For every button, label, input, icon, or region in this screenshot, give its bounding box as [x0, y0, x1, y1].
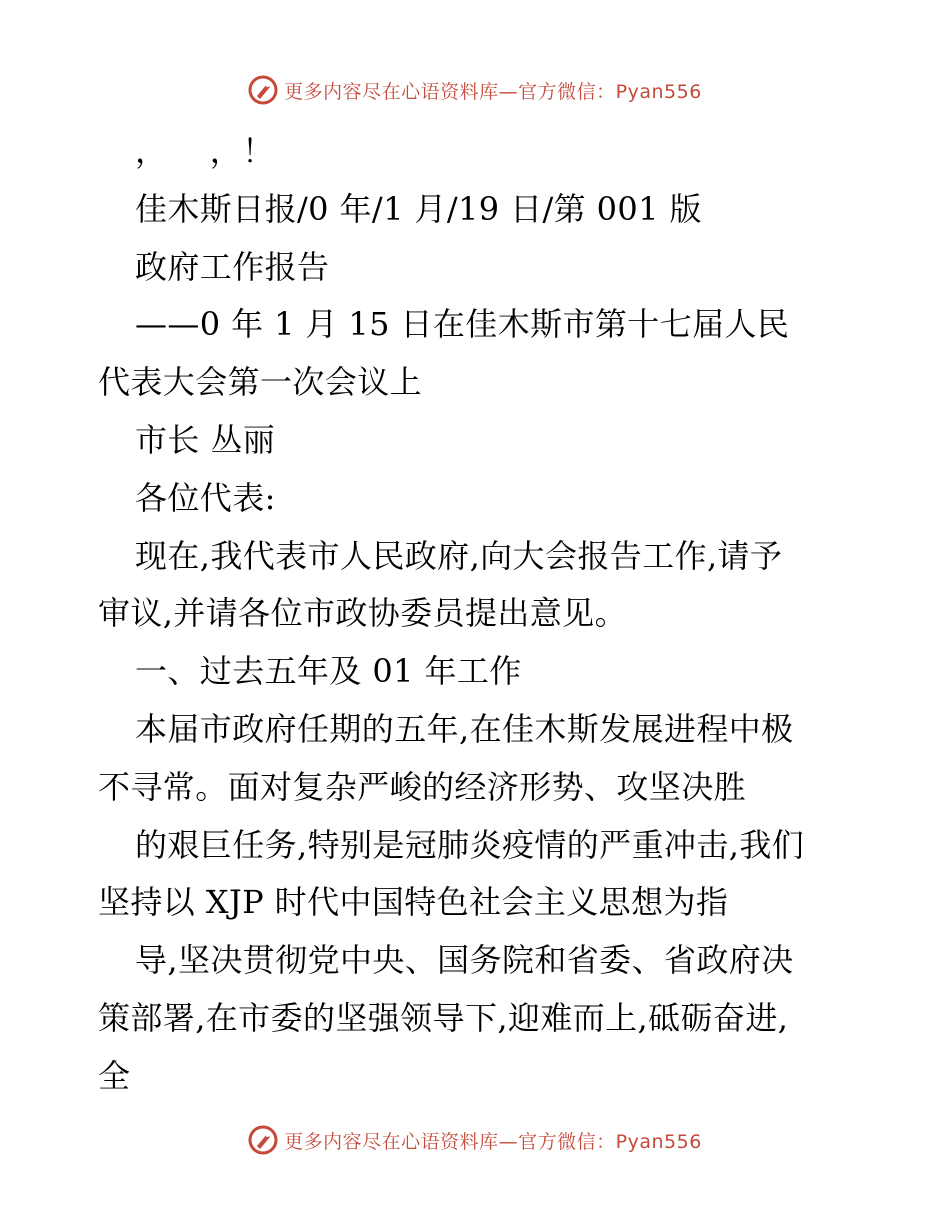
- paragraph-line: 审议,并请各位市政协委员提出意见。: [98, 594, 627, 633]
- text-line: ， ，！: [135, 132, 275, 170]
- salutation: 各位代表:: [135, 478, 276, 517]
- watermark-header: [0, 70, 950, 110]
- report-subtitle-continued: 代表大会第一次会议上: [98, 363, 423, 402]
- watermark-text: 更多内容尽在心语资料库—官方微信：Pyan556: [284, 80, 702, 103]
- author-line: 市长 丛丽: [135, 420, 276, 459]
- document-body: [98, 123, 838, 1106]
- paragraph-line: 现在,我代表市人民政府,向大会报告工作,请予: [135, 536, 783, 575]
- paragraph-line: 策部署,在市委的坚强领导下,迎难而上,砥砺奋进,: [98, 998, 789, 1037]
- paragraph-line: 坚持以 XJP 时代中国特色社会主义思想为指: [98, 883, 729, 922]
- newspaper-source-line: 佳木斯日报/0 年/1 月/19 日/第 001 版: [135, 189, 702, 228]
- pen-nib-logo-icon: [248, 75, 278, 105]
- report-title: 政府工作报告: [135, 247, 330, 286]
- paragraph-line: 不寻常。面对复杂严峻的经济形势、攻坚决胜: [98, 767, 747, 806]
- paragraph-line: 全: [98, 1056, 131, 1095]
- report-subtitle: ——0 年 1 月 15 日在佳木斯市第十七届人民: [135, 305, 790, 344]
- paragraph-line: 导,坚决贯彻党中央、国务院和省委、省政府决: [135, 941, 794, 980]
- section-heading: 一、过去五年及 01 年工作: [135, 652, 522, 691]
- paragraph-line: 的艰巨任务,特别是冠肺炎疫情的严重冲击,我们: [135, 825, 805, 864]
- paragraph-line: 本届市政府任期的五年,在佳木斯发展进程中极: [135, 709, 794, 748]
- watermark-footer: [0, 1120, 950, 1160]
- watermark-text: 更多内容尽在心语资料库—官方微信：Pyan556: [284, 1130, 702, 1153]
- pen-nib-logo-icon: [248, 1125, 278, 1155]
